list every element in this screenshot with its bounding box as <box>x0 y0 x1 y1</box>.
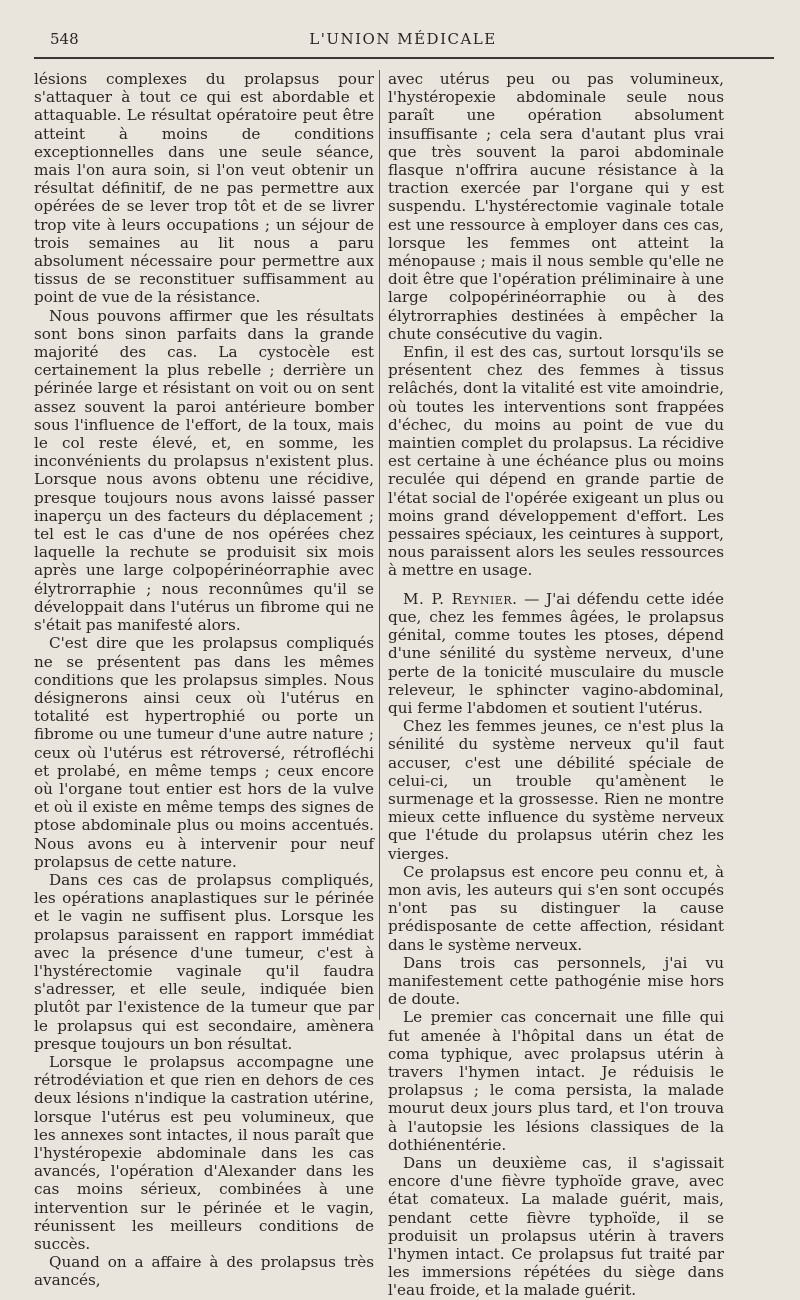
paragraph: Lorsque le prolapsus accompagne une rétrodéviation et que rien en dehors de ces deux lésions n'indique la castration utérine, lorsque l'utérus est peu volumineux, que les annexes sont intactes, il nous paraît que l'hystéropexie abdominale dans les cas avancés, l'opération d'Alexander dans les cas moins sérieux, combinées à une intervention sur le périnée et le vagin, réunissent les meilleurs conditions de succès. <box>34 1052 374 1253</box>
paragraph: Ce prolapsus est encore peu connu et, à mon avis, les auteurs qui s'en sont occupés n'ont pas su distinguer la cause prédisposante de cette affection, résidant dans le système nerveux. <box>388 862 724 954</box>
paragraph: avec utérus peu ou pas volumineux, l'hystéropexie abdominale seule nous paraît une opération absolument insuffisante ; cela sera d'autant plus vrai que très souvent la paroi abdominale flasque n'offrira aucune résistance à la traction exercée par l'organe qui y est suspendu. L'hystérectomie vaginale totale est une ressource à employer dans ces cas, lorsque les femmes ont atteint la ménopause ; mais il nous semble qu'elle ne doit être que l'opération préliminaire à une large colpopérinéorraphie ou à des élytrorraphies destinées à empêcher la chute consécutive du vagin. <box>388 70 724 343</box>
running-title: L'UNION MÉDICALE <box>309 30 497 48</box>
paragraph: Dans ces cas de prolapsus compliqués, les opérations anaplastiques sur le périnée et le vagin ne suffisent plus. Lorsque les prolapsus paraissent en rapport immédiat avec la présence d'une tumeur, c'est à l'hystérectomie vaginale qu'il faudra s'adresser, et elle seule, indiquée bien plutôt par l'existence de la tumeur que par le prolapsus qui est secondaire, amènera presque toujours un bon résultat. <box>34 870 374 1053</box>
paragraph: Le premier cas concernait une fille qui fut amenée à l'hôpital dans un état de coma typhique, avec prolapsus utérin à travers l'hymen intact. Je réduisis le prolapsus ; le coma persista, la malade mourut deux jours plus tard, et l'on trouva à l'autopsie les lésions classiques de la dothiénentérie. <box>388 1008 724 1154</box>
paragraph: Chez les femmes jeunes, ce n'est plus la sénilité du système nerveux qu'il faut accuser, c'est une débilité spéciale de celui-ci, un trouble qu'amènent le surmenage et la grossesse. Rien ne montre mieux cette influence du système nerveux que l'étude du prolapsus utérin chez les vierges. <box>388 717 724 863</box>
page-header <box>30 30 776 50</box>
speaker-name: M. P. Reynier. <box>403 589 518 608</box>
header-rule <box>34 57 774 59</box>
column-divider <box>379 70 380 1020</box>
paragraph: Quand on a affaire à des prolapsus très avancés, <box>34 1253 374 1290</box>
paragraph: Dans trois cas personnels, j'ai vu manifestement cette pathogénie mise hors de doute. <box>388 953 724 1009</box>
paragraph: C'est dire que les prolapsus compliqués ne se présentent pas dans les mêmes conditions que les prolapsus simples. Nous désignerons ainsi ceux où l'utérus en totalité est hypertrophié ou porte un fibrome ou une tumeur d'une autre nature ; ceux où l'utérus est rétroversé, rétrofléchi et prolabé, en même temps ; ceux encore où l'organe tout entier est hors de la vulve et où il existe en même temps des signes de ptose abdominale plus ou moins accentués. Nous avons eu à intervenir pour neuf prolapsus de cette nature. <box>34 634 374 871</box>
paragraph: lésions complexes du prolapsus pour s'attaquer à tout ce qui est abordable et attaquable. Le résultat opératoire peut être atteint à moins de conditions exceptionnelles dans une seule séance, mais l'on aura soin, si l'on veut obtenir un résultat définitif, de ne pas permettre aux opérées de se lever trop tôt et de se livrer trop vite à leurs occupations ; un séjour de trois semaines au lit nous a paru absolument nécessaire pour permettre aux tissus de se reconstituer suffisamment au point de vue de la résistance. <box>34 70 374 307</box>
left-column <box>34 70 374 1290</box>
speaker-text: — J'ai défendu cette idée que, chez les femmes âgées, le prolapsus génital, comme toutes les ptoses, dépend d'une sénilité du système nerveux, d'une perte de la tonicité musculaire du muscle releveur, le sphincter vagino-abdominal, qui ferme l'abdomen et soutient l'utérus. <box>388 589 724 717</box>
right-column <box>388 70 724 1300</box>
paragraph: Dans un deuxième cas, il s'agissait encore d'une fièvre typhoïde grave, avec état comateux. La malade guérit, mais, pendant cette fièvre typhoïde, il se produisit un prolapsus utérin à travers l'hymen intact. Ce prolapsus fut traité par les immersions répétées du siège dans l'eau froide, et la malade guérit. <box>388 1153 724 1300</box>
page-number: 548 <box>50 30 79 48</box>
paragraph: Enfin, il est des cas, surtout lorsqu'ils se présentent chez des femmes à tissus relâchés, dont la vitalité est vite amoindrie, où toutes les interventions sont frappées d'échec, du moins au point de vue du maintien complet du prolapsus. La récidive est certaine à une échéance plus ou moins reculée qui dépend en grande partie de l'état social de l'opérée exigeant un plus ou moins grand développement d'effort. Les pessaires spéciaux, les ceintures à support, nous paraissent alors les seules ressources à mettre en usage. <box>388 343 724 580</box>
speaker-paragraph <box>388 590 724 717</box>
paragraph: Nous pouvons affirmer que les résultats sont bons sinon parfaits dans la grande majorité des cas. La cystocèle est certainement la plus rebelle ; derrière un périnée large et résistant on voit ou on sent assez souvent la paroi antérieure bomber sous l'influence de l'effort, de la toux, mais le col reste élevé, et, en somme, les inconvénients du prolapsus n'existent plus. Lorsque nous avons obtenu une récidive, presque toujours nous avons laissé passer inaperçu un des facteurs du déplacement ; tel est le cas d'une de nos opérées chez laquelle la rechute se produisit six mois après une large colpopérinéorraphie avec élytrorraphie ; nous reconnûmes qu'il se développait dans l'utérus un fibrome qui ne s'était pas manifesté alors. <box>34 306 374 635</box>
